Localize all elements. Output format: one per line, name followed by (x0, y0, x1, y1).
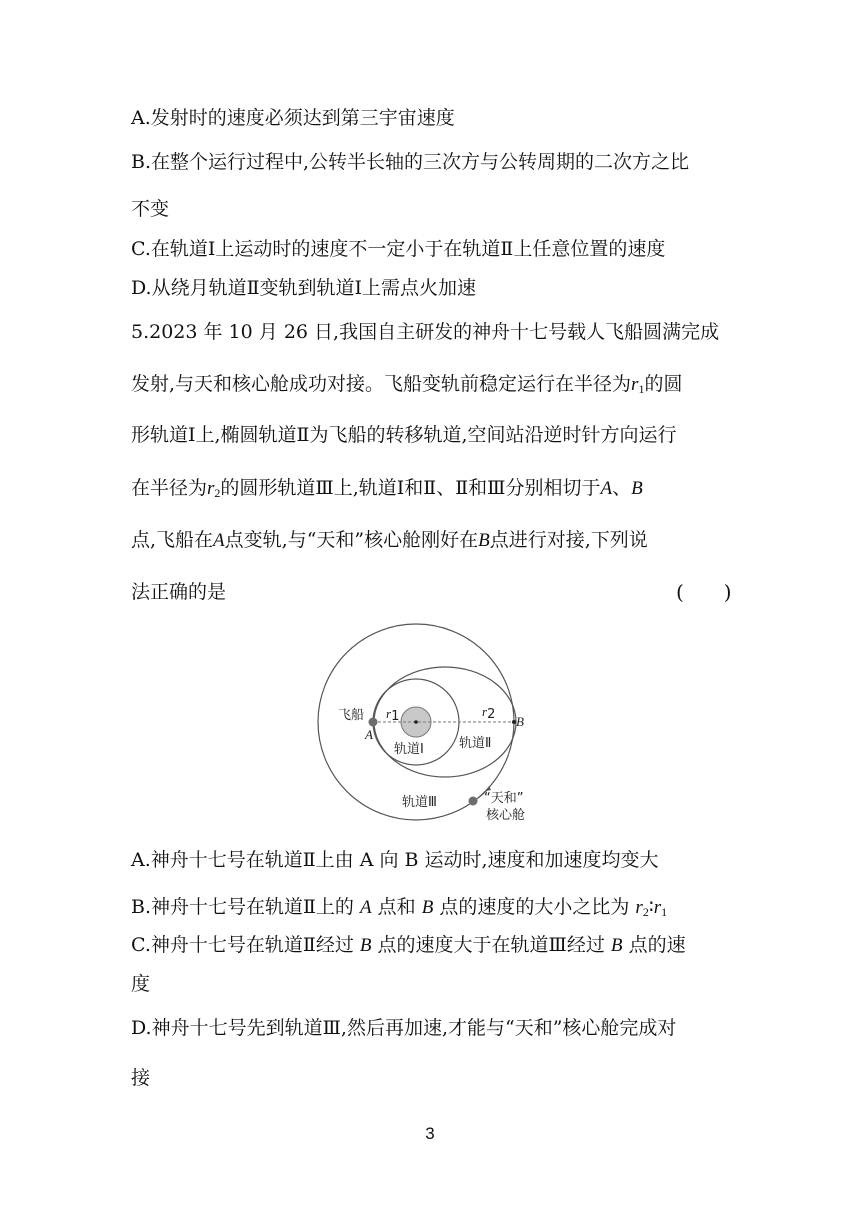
option-text: 点的速度大于在轨道Ⅲ经过 (377, 934, 605, 956)
q5-stem-text: 发射,与天和核心舱成功对接。飞船变轨前稳定运行在半径为 (131, 373, 632, 395)
page-number: 3 (425, 1124, 435, 1143)
spacecraft-icon (369, 718, 378, 727)
option-text: B.神舟十七号在轨道Ⅱ上的 (131, 896, 354, 918)
label-orbit-i: 轨道Ⅰ (394, 742, 424, 757)
symbol-b: B (631, 478, 643, 499)
q5-stem-text: 点,飞船在 (131, 529, 214, 551)
label-core-module: 核心舱 (486, 808, 526, 823)
q5-option-c-line2: 度 (131, 973, 151, 995)
q5-stem-text: 、 (612, 477, 632, 499)
orbit-diagram (316, 622, 540, 834)
q5-stem-line3: 形轨道Ⅰ上,椭圆轨道Ⅱ为飞船的转移轨道,空间站沿逆时针方向运行 (131, 424, 677, 446)
tianhe-module-icon (469, 797, 478, 806)
symbol-r2: r2 (635, 897, 649, 919)
q5-stem-text: 点进行对接,下列说 (489, 529, 648, 551)
symbol-r2: r2 (207, 478, 221, 500)
q5-option-a: A.神舟十七号在轨道Ⅱ上由 A 向 B 运动时,速度和加速度均变大 (131, 849, 659, 871)
q5-option-b (131, 895, 667, 921)
center-point (414, 720, 418, 724)
q5-option-d-line2: 接 (131, 1067, 151, 1089)
label-tianhe: “天和” (484, 791, 524, 806)
q5-stem-text: 的圆 (644, 373, 683, 395)
option-text: 点的速 (628, 934, 686, 956)
symbol-b: B (610, 935, 623, 956)
q4-option-c: C.在轨道Ⅰ上运动时的速度不一定小于在轨道Ⅱ上任意位置的速度 (131, 238, 666, 260)
label-orbit-iii: 轨道Ⅲ (402, 795, 437, 810)
q4-option-b-line1: B.在整个运行过程中,公转半长轴的三次方与公转周期的二次方之比 (131, 151, 690, 173)
label-spacecraft: 飞船 (338, 708, 365, 723)
symbol-r1: r1 (653, 897, 668, 919)
label-point-b: B (516, 714, 524, 729)
option-text: C.神舟十七号在轨道Ⅱ经过 (131, 934, 354, 956)
option-text: 点和 (377, 896, 416, 918)
q5-stem-line2 (131, 372, 682, 398)
q5-option-c-line1 (131, 933, 686, 958)
q5-stem-line6: 法正确的是 (131, 581, 227, 603)
symbol-b: B (421, 897, 434, 918)
label-orbit-ii: 轨道Ⅱ (459, 736, 492, 751)
q4-option-b-line2: 不变 (131, 198, 170, 220)
label-point-a: A (365, 727, 373, 742)
q5-stem-line1: 5.2023 年 10 月 26 日,我国自主研发的神舟十七号载人飞船圆满完成 (131, 321, 720, 343)
answer-parentheses: ( ) (676, 580, 732, 604)
symbol-a: A (600, 478, 613, 499)
label-r2: r2 (482, 704, 496, 722)
symbol-b: B (478, 530, 490, 551)
q5-stem-text: 的圆形轨道Ⅲ上,轨道Ⅰ和Ⅱ、Ⅱ和Ⅲ分别相切于 (220, 477, 601, 499)
symbol-a: A (359, 897, 372, 918)
q5-stem-text: 点变轨,与“天和”核心舱刚好在 (224, 529, 479, 551)
label-r1: r1 (386, 706, 400, 724)
q4-option-d: D.从绕月轨道Ⅱ变轨到轨道Ⅰ上需点火加速 (131, 277, 477, 299)
q5-stem-line4 (131, 476, 643, 502)
symbol-b: B (359, 935, 372, 956)
q5-stem-text: 在半径为 (131, 477, 208, 499)
option-text: 点的速度的大小之比为 (439, 896, 630, 918)
q5-stem-line5 (131, 528, 648, 553)
ratio-colon: ∶ (648, 896, 654, 918)
q5-option-d-line1: D.神舟十七号先到轨道Ⅲ,然后再加速,才能与“天和”核心舱完成对 (131, 1017, 677, 1039)
symbol-a: A (213, 530, 225, 551)
symbol-r1: r1 (631, 374, 645, 396)
q4-option-a: A.发射时的速度必须达到第三宇宙速度 (131, 107, 455, 129)
